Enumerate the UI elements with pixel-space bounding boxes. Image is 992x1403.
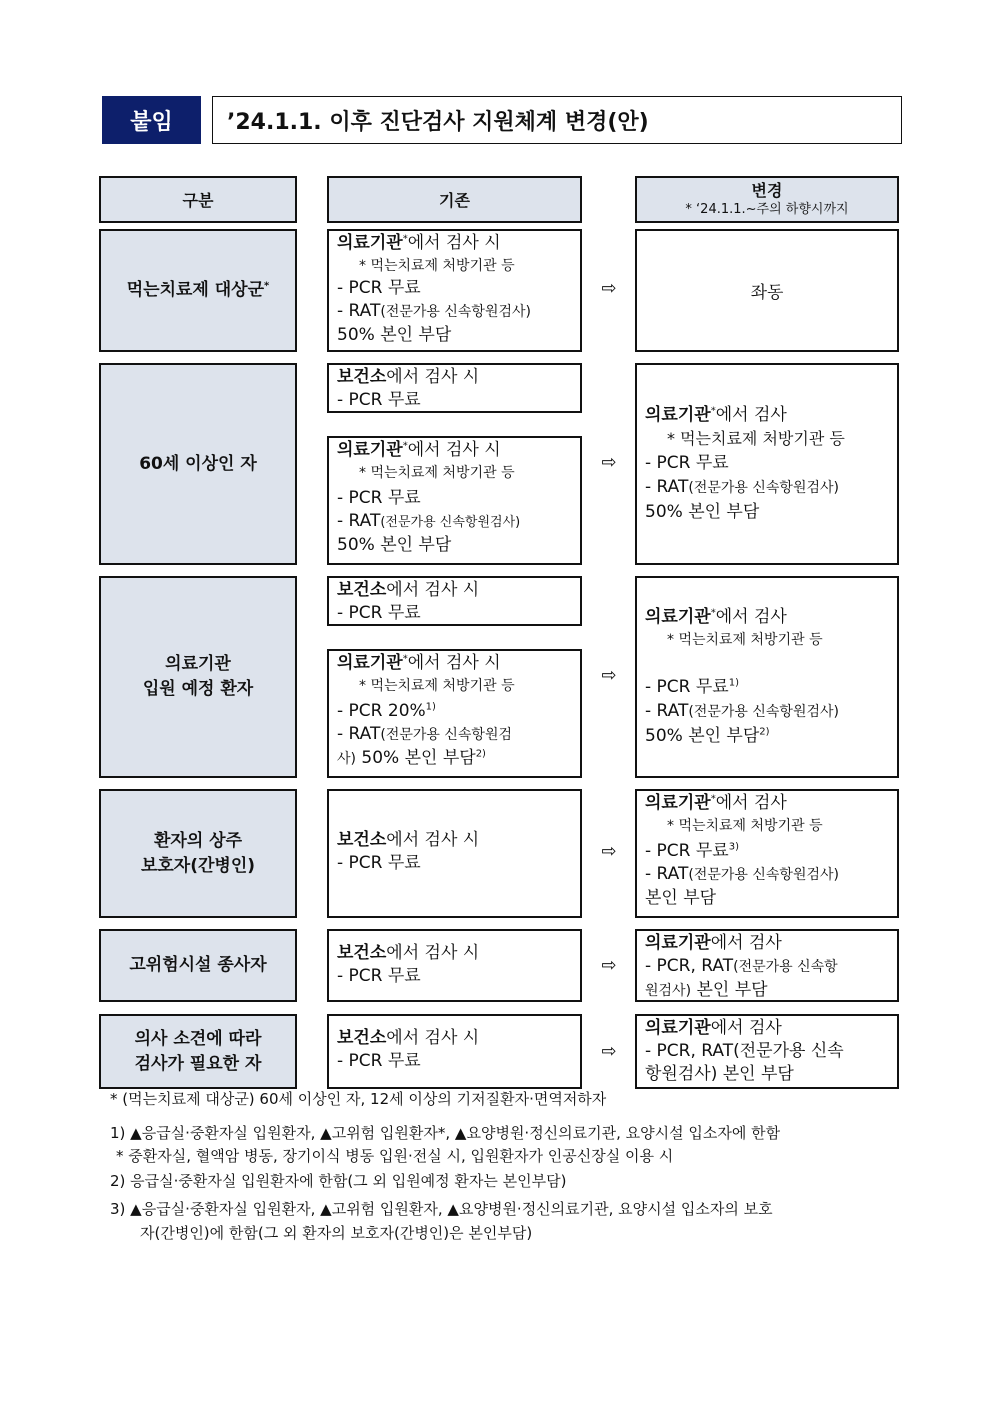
r6c-inst: 의료기관: [645, 1018, 711, 1038]
header-category: [99, 176, 297, 223]
r4c-l1: 에서 검사: [715, 793, 787, 813]
r5c-rat-desc2: 원검사): [645, 983, 692, 999]
row4-category-l2: 보호자(간병인): [140, 855, 256, 876]
header-changed-note: * ‘24.1.1.~주의 하향시까지: [685, 201, 849, 217]
r3eb-note: * 먹는치료제 처방기관 등: [359, 678, 515, 694]
footnote-2: 2) 응급실·중환자실 입원환자에 한함(그 외 입원예정 환자는 본인부담): [110, 1172, 567, 1190]
row1-category-label: 먹는치료제 대상군: [126, 280, 265, 300]
r4c-sup: *: [710, 793, 716, 805]
r6c-l3: 항원검사) 본인 부담: [645, 1064, 794, 1084]
row3-changed: [635, 576, 899, 778]
r3c-rat-desc: (전문가용 신속항원검사): [688, 704, 839, 720]
r5c-cost: 본인 부담: [691, 980, 768, 1000]
row4-category: [99, 789, 297, 918]
row1-category: [99, 229, 297, 352]
row6-category: [99, 1014, 297, 1089]
row6-category-l2: 검사가 필요한 자: [134, 1053, 262, 1074]
r2eb-note: * 먹는치료제 처방기관 등: [359, 465, 515, 481]
row2-existing-a: [327, 363, 582, 413]
r2eb-sup: *: [402, 440, 408, 452]
footnote-1: 1) ▲응급실·중환자실 입원환자, ▲고위험 입원환자*, ▲요양병원·정신의료기관, 요양시설 입소자에 한함: [110, 1124, 781, 1142]
r2ea-l1: 에서 검사 시: [386, 367, 480, 387]
header-changed-label: 변경: [751, 180, 783, 200]
row4-existing: [327, 789, 582, 918]
r2c-cost: 50% 본인 부담: [645, 502, 760, 522]
r2ea-inst: 보건소: [337, 367, 387, 387]
r2eb-rat-desc: (전문가용 신속항원검사): [380, 515, 521, 530]
row1-existing: [327, 229, 582, 352]
row1-category-sup: *: [264, 280, 270, 292]
row3-category-l2: 입원 예정 환자: [142, 679, 254, 699]
footnote-1-sub: * 중환자실, 혈액암 병동, 장기이식 병동 입원·전실 시, 입원환자가 인공신장실 이용 시: [116, 1147, 674, 1165]
r4e-pcr: - PCR 무료: [337, 853, 421, 873]
row1-arrow-icon: ⇨: [601, 278, 617, 299]
row3-category: [99, 576, 297, 778]
r6c-l1: 에서 검사: [710, 1018, 782, 1038]
row2-changed: [635, 363, 899, 565]
r4c-pcr-sup: 3): [728, 841, 739, 853]
r4c-cost: 본인 부담: [645, 888, 717, 908]
r1e-l1: 에서 검사 시: [407, 233, 501, 253]
row3-existing-a: [327, 576, 582, 626]
r5e-pcr: - PCR 무료: [337, 966, 421, 986]
r5c-l1: 에서 검사: [710, 933, 782, 953]
r4c-rat-desc: (전문가용 신속항원검사): [688, 867, 839, 883]
row2-arrow-icon: ⇨: [601, 452, 617, 473]
r3eb-rat-desc: (전문가용 신속항원검: [380, 727, 512, 743]
r2eb-inst: 의료기관: [337, 440, 403, 460]
page-title: ’24.1.1. 이후 진단검사 지원체계 변경(안): [212, 96, 902, 144]
r6c-l2: - PCR, RAT(전문가용 신속: [645, 1041, 844, 1061]
footnote-3-l2: 자(간병인)에 한함(그 외 환자의 보호자(간병인)은 본인부담): [140, 1224, 533, 1242]
r1e-inst: 의료기관: [337, 233, 403, 253]
r5c-rat-desc: (전문가용 신속항: [733, 959, 838, 975]
header-changed: [635, 176, 899, 223]
header-existing: [327, 176, 582, 223]
row6-existing: [327, 1014, 582, 1089]
row6-arrow-icon: ⇨: [601, 1041, 617, 1062]
r2eb-rat: - RAT: [337, 511, 381, 531]
row2-category-label: 60세 이상인 자: [139, 453, 257, 474]
r3c-rat: - RAT: [645, 701, 689, 721]
r4c-pcr: - PCR 무료: [645, 841, 729, 861]
footnote-3-l1: 3) ▲응급실·중환자실 입원환자, ▲고위험 입원환자, ▲요양병원·정신의료기관, 요양시설 입소자의 보호: [110, 1200, 773, 1218]
r3eb-l1: 에서 검사 시: [407, 653, 501, 673]
row5-arrow-icon: ⇨: [601, 955, 617, 976]
row4-arrow-icon: ⇨: [601, 841, 617, 862]
r1c-same: 좌동: [750, 283, 784, 303]
r1e-sup: *: [402, 233, 408, 245]
row4-changed: [635, 789, 899, 918]
r3c-sup: *: [710, 607, 716, 619]
r3eb-rat: - RAT: [337, 724, 381, 744]
row5-category: [99, 929, 297, 1002]
r3eb-inst: 의료기관: [337, 653, 403, 673]
r3eb-rat-desc2: 사): [337, 751, 356, 767]
row5-changed: [635, 929, 899, 1002]
r3c-inst: 의료기관: [645, 607, 711, 627]
r3c-pcr-sup: 1): [728, 677, 739, 689]
r3eb-sup: *: [402, 653, 408, 665]
r3eb-cost: 50% 본인 부담: [356, 748, 476, 768]
footnote-star: * (먹는치료제 대상군) 60세 이상인 자, 12세 이상의 기저질환자·면역저하자: [110, 1090, 607, 1108]
row5-existing: [327, 929, 582, 1002]
r4e-l1: 에서 검사 시: [386, 830, 480, 850]
r3c-cost-sup: 2): [759, 726, 770, 738]
attachment-badge: 붙임: [102, 96, 201, 144]
r2c-note: * 먹는치료제 처방기관 등: [667, 429, 845, 448]
r2c-rat-desc: (전문가용 신속항원검사): [688, 480, 839, 496]
r5c-tests: - PCR, RAT: [645, 956, 734, 976]
r1e-rat-desc: (전문가용 신속항원검사): [380, 304, 531, 320]
r4c-note: * 먹는치료제 처방기관 등: [667, 818, 823, 834]
r5e-l1: 에서 검사 시: [386, 943, 480, 963]
row3-arrow-icon: ⇨: [601, 665, 617, 686]
r1e-rat: - RAT: [337, 301, 381, 321]
row5-category-label: 고위험시설 종사자: [129, 955, 267, 975]
r1e-note: * 먹는치료제 처방기관 등: [359, 258, 515, 274]
row3-category-l1: 의료기관: [165, 654, 231, 674]
r6e-l1: 에서 검사 시: [386, 1028, 480, 1048]
r3eb-pcr: - PCR 20%: [337, 701, 426, 721]
r5e-inst: 보건소: [337, 943, 387, 963]
r2eb-pcr: - PCR 무료: [337, 488, 421, 508]
r3c-pcr: - PCR 무료: [645, 677, 729, 697]
r2c-rat: - RAT: [645, 477, 689, 497]
r4e-inst: 보건소: [337, 830, 387, 850]
r2eb-cost: 50% 본인 부담: [337, 535, 452, 555]
r3c-cost: 50% 본인 부담: [645, 726, 760, 746]
header-category-label: 구분: [182, 191, 214, 210]
r4c-inst: 의료기관: [645, 793, 711, 813]
header-existing-label: 기존: [439, 191, 470, 210]
r3c-l1: 에서 검사: [715, 607, 787, 627]
r1e-cost: 50% 본인 부담: [337, 325, 452, 345]
r6e-pcr: - PCR 무료: [337, 1051, 421, 1071]
r1e-pcr: - PCR 무료: [337, 278, 421, 298]
r2c-pcr: - PCR 무료: [645, 453, 729, 473]
row6-category-l1: 의사 소견에 따라: [134, 1028, 262, 1049]
row3-existing-b: [327, 649, 582, 778]
row2-existing-b: [327, 436, 582, 565]
r2c-sup: *: [710, 405, 716, 417]
r3c-note: * 먹는치료제 처방기관 등: [667, 632, 823, 648]
r3ea-pcr: - PCR 무료: [337, 603, 421, 623]
r5c-inst: 의료기관: [645, 933, 711, 953]
row1-changed: [635, 229, 899, 352]
r3ea-inst: 보건소: [337, 580, 387, 600]
r4c-rat: - RAT: [645, 864, 689, 884]
r2eb-l1: 에서 검사 시: [407, 440, 501, 460]
r2c-l1: 에서 검사: [715, 405, 787, 425]
r2ea-pcr: - PCR 무료: [337, 390, 421, 410]
r2c-inst: 의료기관: [645, 405, 711, 425]
row6-changed: [635, 1014, 899, 1089]
row4-category-l1: 환자의 상주: [153, 830, 243, 851]
r3eb-cost-sup: 2): [475, 748, 486, 760]
r3ea-l1: 에서 검사 시: [386, 580, 480, 600]
row2-category: [99, 363, 297, 565]
r3eb-pcr-sup: 1): [425, 701, 436, 713]
r6e-inst: 보건소: [337, 1028, 387, 1048]
